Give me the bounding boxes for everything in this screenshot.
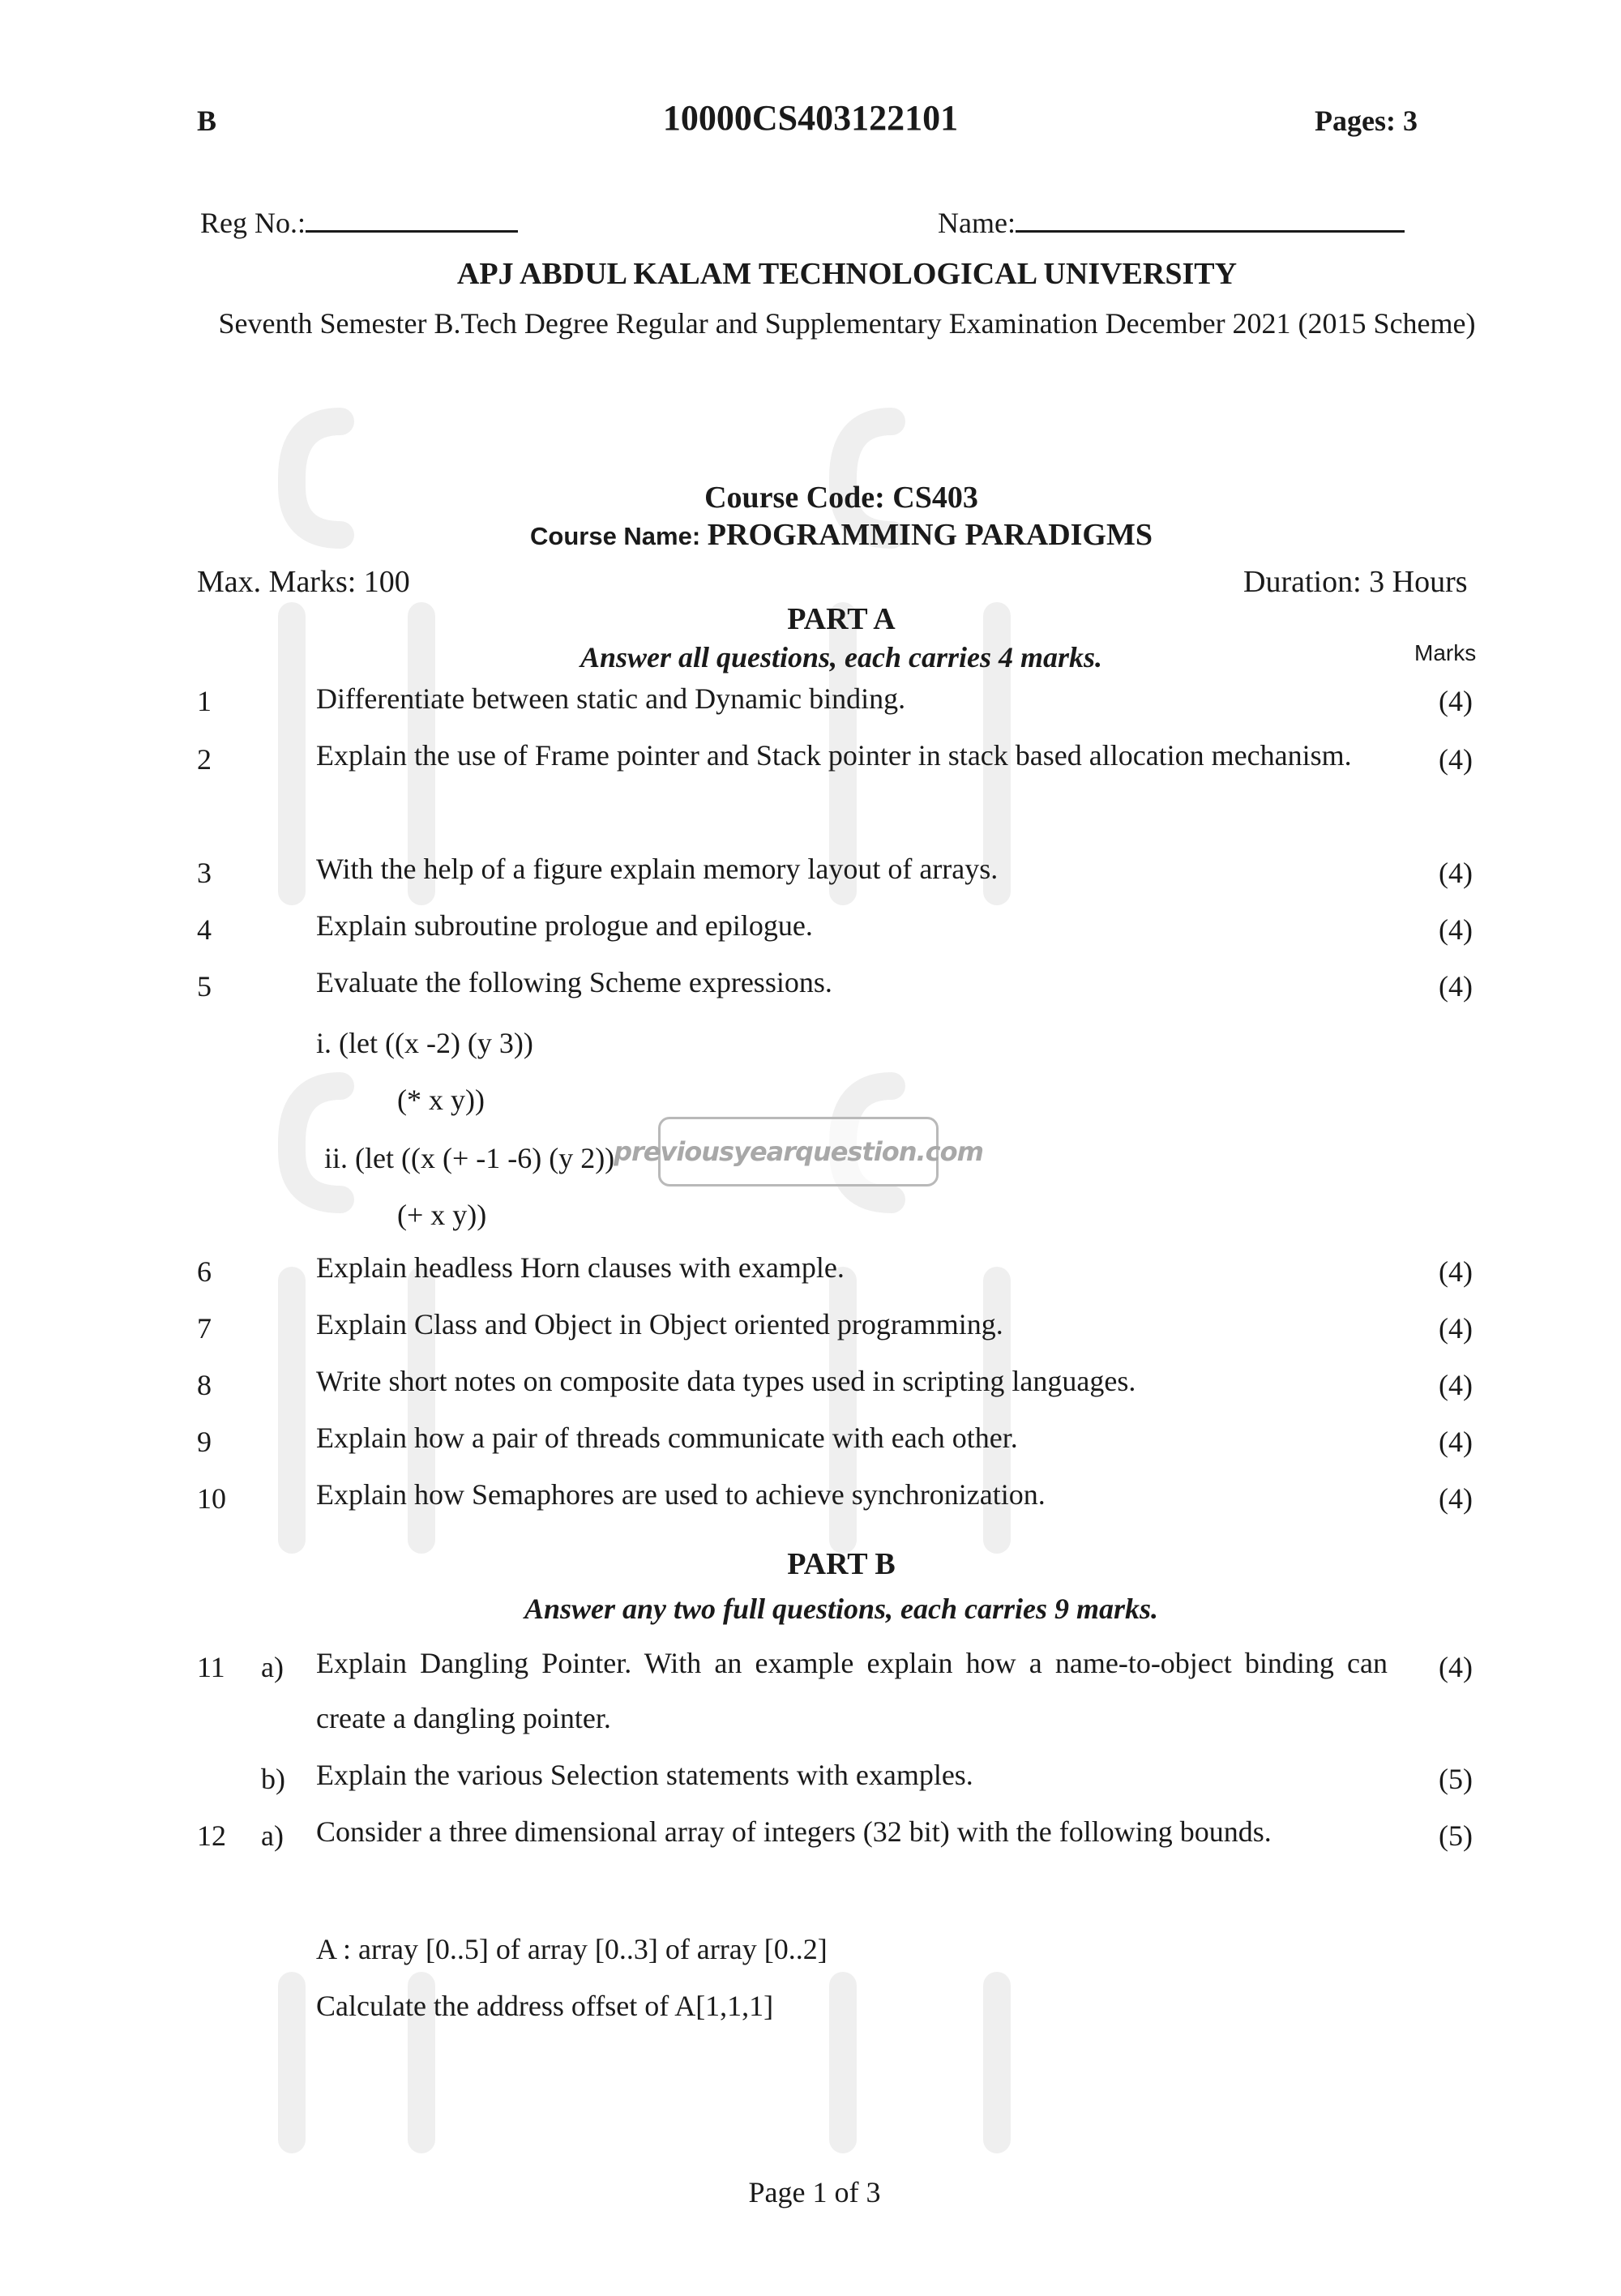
question-sub-label: a) <box>261 1651 284 1683</box>
question-marks: (4) <box>1439 970 1473 1003</box>
question-marks: (5) <box>1439 1819 1473 1852</box>
question-number: 9 <box>197 1426 212 1458</box>
question-number: 7 <box>197 1312 212 1345</box>
question-number: 8 <box>197 1369 212 1401</box>
name-blank <box>1016 206 1405 233</box>
question-text: Explain headless Horn clauses with example. <box>316 1251 845 1284</box>
question-marks: (4) <box>1439 913 1473 946</box>
question-marks: (4) <box>1439 1426 1473 1458</box>
question-text: Write short notes on composite data types used in scripting languages. <box>316 1365 1136 1397</box>
name-label: Name: <box>938 207 1016 239</box>
max-marks: Max. Marks: 100 <box>197 565 410 599</box>
scheme-expression-line: i. (let ((x -2) (y 3)) <box>316 1027 533 1059</box>
reg-no-label: Reg No.: <box>200 207 306 239</box>
part-a-instruction: Answer all questions, each carries 4 marks. <box>580 641 1103 673</box>
scheme-expression-line: (+ x y)) <box>397 1199 487 1231</box>
question-text: With the help of a figure explain memory layout of arrays. <box>316 853 999 885</box>
question-marks: (4) <box>1439 1312 1473 1345</box>
question-number: 3 <box>197 857 212 889</box>
question-text: Explain how Semaphores are used to achieve synchronization. <box>316 1478 1046 1511</box>
question-number: 1 <box>197 685 212 717</box>
question-number: 6 <box>197 1255 212 1288</box>
question-number: 12 <box>197 1819 226 1852</box>
question-text: Explain subroutine prologue and epilogue. <box>316 909 813 942</box>
part-b-title: PART B <box>787 1547 896 1581</box>
scheme-expression-line: (* x y)) <box>397 1084 485 1116</box>
course-code: Course Code: CS403 <box>704 481 978 515</box>
question-text: Consider a three dimensional array of integers (32 bit) with the following bounds. <box>316 1815 1272 1848</box>
question-text: Evaluate the following Scheme expressions. <box>316 966 832 998</box>
question-number: 10 <box>197 1482 226 1515</box>
question-marks: (4) <box>1439 1369 1473 1401</box>
question-marks: (4) <box>1439 1482 1473 1515</box>
question-number: 2 <box>197 743 212 776</box>
question-marks: (4) <box>1439 743 1473 776</box>
paper-code: 10000CS403122101 <box>662 98 959 138</box>
reg-no-blank <box>306 206 518 233</box>
scheme-expression-line: ii. (let ((x (+ -1 -6) (y 2)) <box>324 1142 615 1174</box>
question-text: Explain Dangling Pointer. With an example explain how a name-to-object binding can create a dangling pointer. <box>316 1647 1388 1734</box>
course-name: PROGRAMMING PARADIGMS <box>707 518 1153 552</box>
offset-question: Calculate the address offset of A[1,1,1] <box>316 1990 774 2022</box>
array-declaration: A : array [0..5] of array [0..3] of array [0..2] <box>316 1933 828 1965</box>
page-footer: Page 1 of 3 <box>748 2176 881 2208</box>
question-marks: (4) <box>1439 1255 1473 1288</box>
part-a-title: PART A <box>787 602 896 636</box>
set-label: B <box>197 105 217 137</box>
question-text: Explain the various Selection statements with examples. <box>316 1759 973 1791</box>
exam-title: Seventh Semester B.Tech Degree Regular and Supplementary Examination December 2021 (2015 Scheme) <box>218 307 1476 340</box>
question-text: Explain the use of Frame pointer and Stack pointer in stack based allocation mechanism. <box>316 739 1352 772</box>
pages-count: Pages: 3 <box>1315 105 1418 137</box>
question-text: Differentiate between static and Dynamic binding. <box>316 682 906 715</box>
question-number: 11 <box>197 1651 225 1683</box>
watermark-stamp: previousyearquestion.com <box>658 1117 939 1186</box>
question-marks: (4) <box>1439 857 1473 889</box>
question-marks: (4) <box>1439 685 1473 717</box>
university-name: APJ ABDUL KALAM TECHNOLOGICAL UNIVERSITY <box>456 257 1238 291</box>
course-name-label: Course Name: <box>530 522 708 550</box>
course-name-line <box>31 517 1621 553</box>
marks-column-header: Marks <box>1414 640 1477 665</box>
name-field <box>938 206 1405 240</box>
part-b-instruction: Answer any two full questions, each carries 9 marks. <box>524 1593 1159 1625</box>
reg-no-field <box>200 206 518 240</box>
question-text: Explain Class and Object in Object oriented programming. <box>316 1308 1003 1340</box>
question-sub-label: b) <box>261 1763 285 1795</box>
question-number: 5 <box>197 970 212 1003</box>
duration: Duration: 3 Hours <box>1243 565 1468 599</box>
question-sub-label: a) <box>261 1819 284 1852</box>
question-marks: (5) <box>1439 1763 1473 1795</box>
question-number: 4 <box>197 913 212 946</box>
question-text: Explain how a pair of threads communicate with each other. <box>316 1422 1018 1454</box>
question-marks: (4) <box>1439 1651 1473 1683</box>
